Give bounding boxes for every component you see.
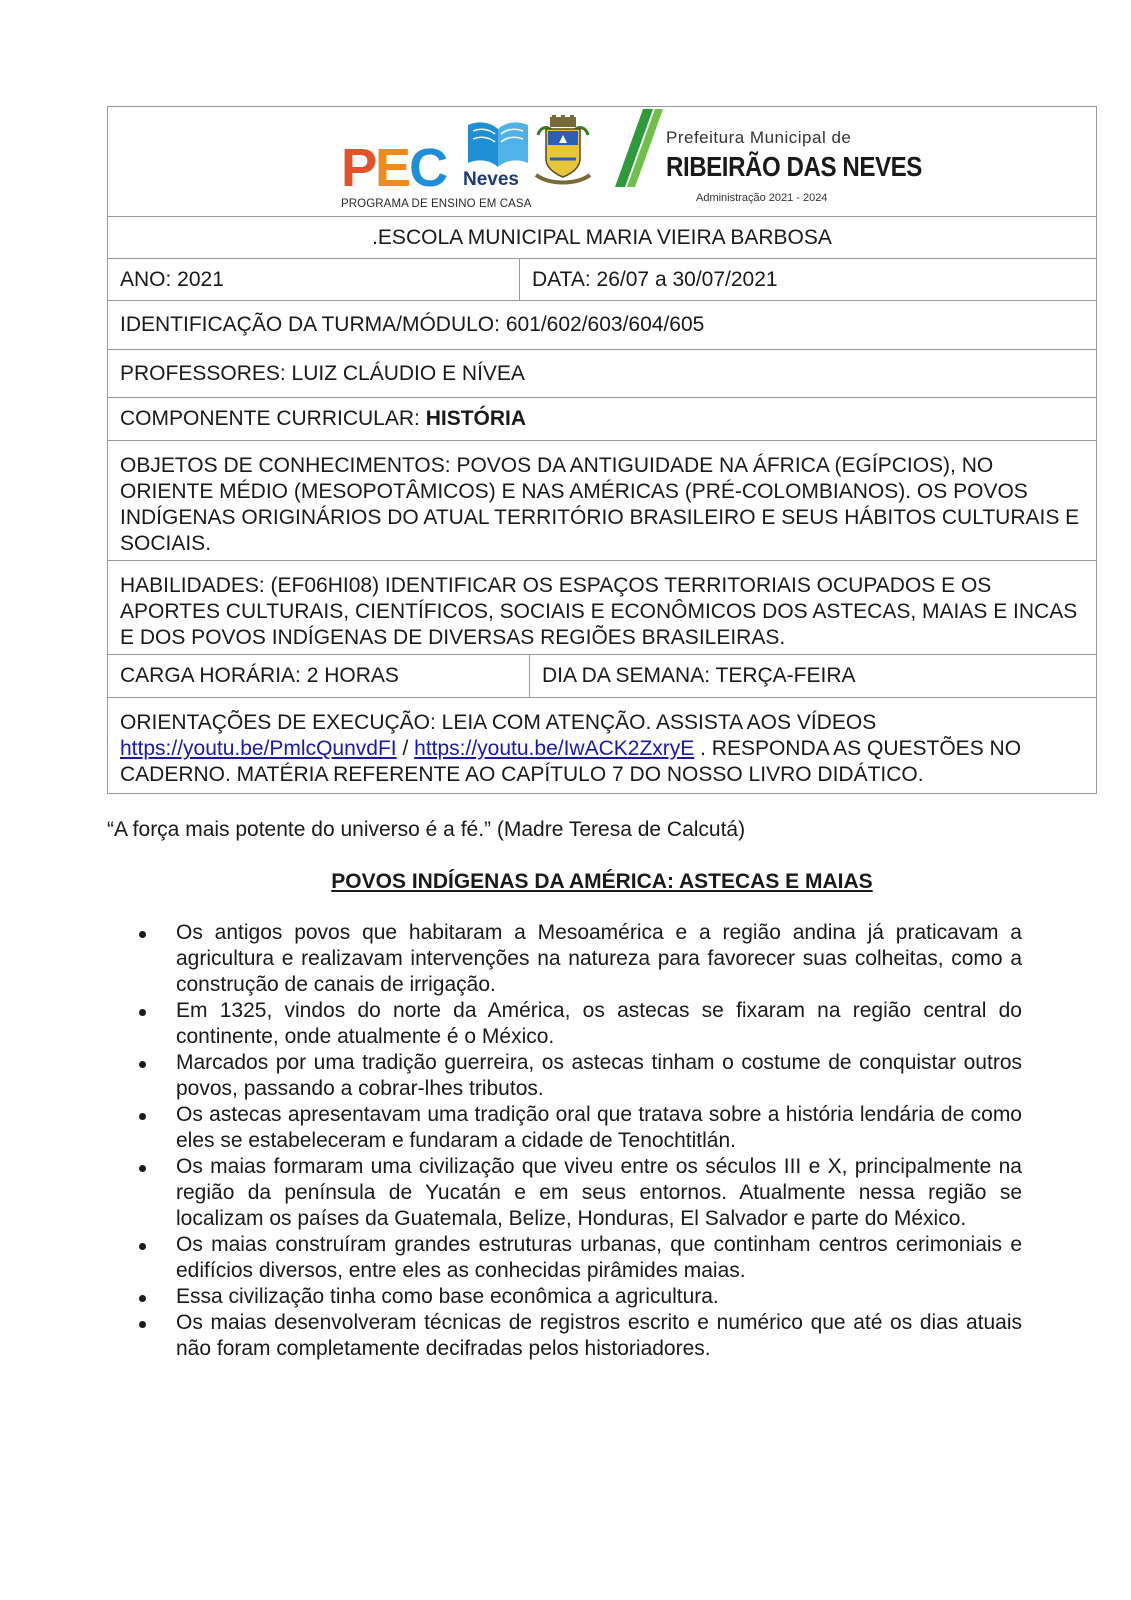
prefeitura-line3: Administração 2021 - 2024 [696,192,828,204]
componente-value: HISTÓRIA [425,407,527,430]
bullet-list [134,920,1022,1362]
ano-cell: ANO: 2021 [120,267,224,291]
turma-row [108,300,1096,349]
video-link-2[interactable]: https://youtu.be/IwACK2ZxryE [414,737,695,760]
prefeitura-line2: RIBEIRÃO DAS NEVES [666,151,922,182]
open-book-icon [465,119,531,171]
pec-letter-c: C [409,138,447,198]
professores-row [108,349,1096,397]
data-cell: DATA: 26/07 a 30/07/2021 [519,259,1096,300]
list-item: Os maias construíram grandes estruturas urbanas, que continham centros cerimoniais e edifícios diversos, entre eles as conhecidas pirâmides maias. [134,1232,1022,1284]
school-name: .ESCOLA MUNICIPAL MARIA VIEIRA BARBOSA [372,225,832,249]
prefeitura-logo [666,125,922,211]
list-item: Os antigos povos que habitaram a Mesoamérica e a região andina já praticavam a agricultura e realizavam intervenções na natureza para favorecer suas colheitas, como a construção de canais de irrigação. [134,920,1022,998]
bullet-icon [139,1295,146,1302]
list-item: Os astecas apresentavam uma tradição oral que tratava sobre a história lendária de como eles se estabeleceram e fundaram a cidade de Tenochtitlán. [134,1102,1022,1154]
componente-label: COMPONENTE CURRICULAR: [120,407,426,430]
link-separator: / [396,737,415,760]
list-item: Essa civilização tinha como base econômica a agricultura. [134,1284,1022,1310]
objetos-row [108,440,1096,560]
bullet-icon [139,1061,146,1068]
bullet-icon [139,1321,146,1328]
carga-dia-row [108,654,1096,697]
green-stripe-icon [613,109,663,189]
pec-neves-text: Neves [463,169,519,190]
video-link-1[interactable]: https://youtu.be/PmlcQunvdFI [120,737,397,760]
orientacoes-suffix: . RESPONDA AS QUESTÕES NO CADERNO. MATÉRIA REFERENTE AO CAPÍTULO 7 DO NOSSO LIVRO DIDÁTICO. [120,737,1022,786]
carga-cell: CARGA HORÁRIA: 2 HORAS [120,664,399,687]
professores-cell: PROFESSORES: LUIZ CLÁUDIO E NÍVEA [120,361,525,385]
header-table [107,106,1097,794]
quote: “A força mais potente do universo é a fé.” (Madre Teresa de Calcutá) [107,818,746,841]
componente-row [108,397,1096,440]
habilidades-row [108,560,1096,654]
bullet-icon [139,1243,146,1250]
pec-subtitle: PROGRAMA DE ENSINO EM CASA [341,198,532,210]
ano-data-row [108,258,1096,300]
prefeitura-line1: Prefeitura Municipal de [666,128,852,147]
dia-cell: DIA DA SEMANA: TERÇA-FEIRA [529,655,1096,697]
objetos-cell: OBJETOS DE CONHECIMENTOS: POVOS DA ANTIGUIDADE NA ÁFRICA (EGÍPCIOS), NO ORIENTE MÉDIO (MESOPOTÂMICOS) E NAS AMÉRICAS (PRÉ-COLOMBIANOS). OS POVOS INDÍGENAS ORIGINÁRIOS DO ATUAL TERRITÓRIO BRASILEIRO E SEUS HÁBITOS CULTURAIS E SOCIAIS. [120,454,1080,555]
list-item: Em 1325, vindos do norte da América, os astecas se fixaram na região central do continente, onde atualmente é o México. [134,998,1022,1050]
habilidades-cell: HABILIDADES: (EF06HI08) IDENTIFICAR OS ESPAÇOS TERRITORIAIS OCUPADOS E OS APORTES CULTURAIS, CIENTÍFICOS, SOCIAIS E ECONÔMICOS DOS ASTECAS, MAIAS E INCAS E DOS POVOS INDÍGENAS DE DIVERSAS REGIÕES BRASILEIRAS. [120,574,1078,649]
list-item: Os maias desenvolveram técnicas de registros escrito e numérico que até os dias atuais não foram completamente decifradas pelos historiadores. [134,1310,1022,1362]
city-crest-icon [530,115,596,191]
list-item: Marcados por uma tradição guerreira, os astecas tinham o costume de conquistar outros povos, passando a cobrar-lhes tributos. [134,1050,1022,1102]
pec-letter-e: E [375,138,410,198]
bullet-icon [139,1113,146,1120]
logos-row [108,107,1096,216]
pec-letter-p: P [341,138,376,198]
section-heading: POVOS INDÍGENAS DA AMÉRICA: ASTECAS E MAIAS [331,870,873,893]
orientacoes-row [108,697,1096,793]
turma-cell: IDENTIFICAÇÃO DA TURMA/MÓDULO: 601/602/603/604/605 [120,313,705,336]
school-row [108,216,1096,258]
componente-cell [108,406,538,432]
list-item: Os maias formaram uma civilização que viveu entre os séculos III e X, principalmente na região da península de Yucatán e em seus entornos. Atualmente nessa região se localizam os países da Guatemala, Belize, Honduras, El Salvador e parte do México. [134,1154,1022,1232]
orientacoes-cell [108,702,1096,790]
bullet-icon [139,931,146,938]
orientacoes-prefix: ORIENTAÇÕES DE EXECUÇÃO: LEIA COM ATENÇÃO. ASSISTA AOS VÍDEOS [120,711,877,734]
bullet-icon [139,1009,146,1016]
bullet-icon [139,1165,146,1172]
